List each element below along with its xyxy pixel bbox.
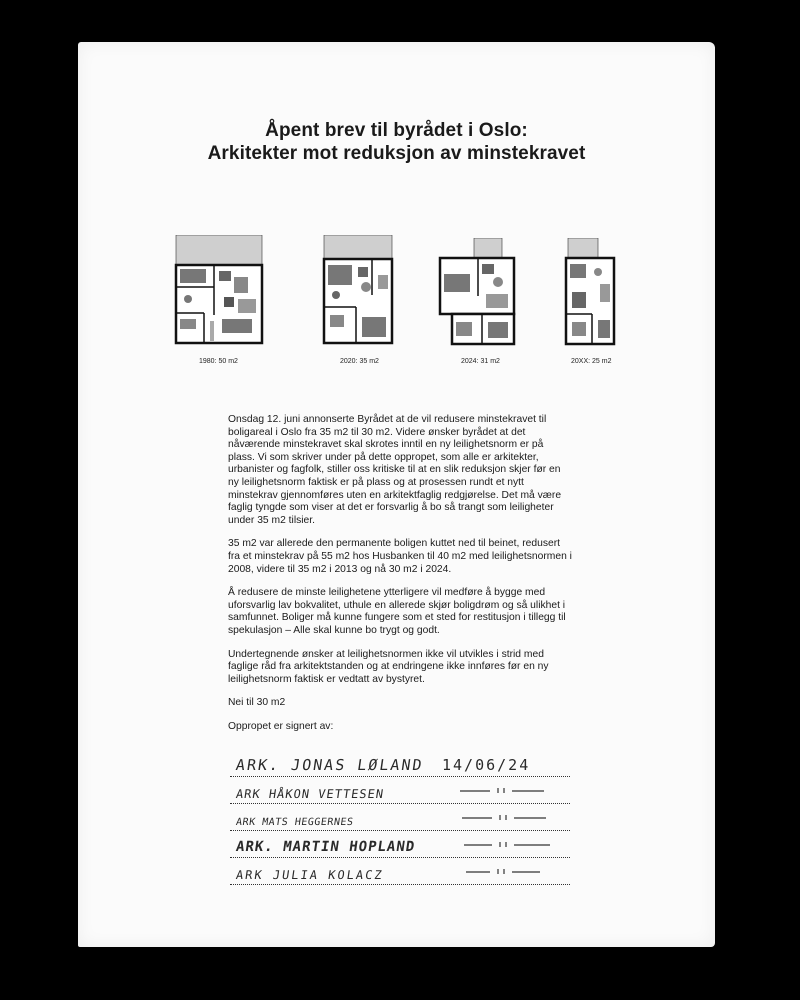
signature-row <box>230 833 570 858</box>
signature-row <box>230 752 570 777</box>
floorplan-label-20xx: 20XX: 25 m2 <box>571 358 612 365</box>
signature-row <box>230 860 570 885</box>
paragraph: Undertegnende ønsker at leilighetsnormen ikke vil utvikles i strid med faglige råd fra arkitektstanden og at endringene ikke innføres før en ny leilighetsnorm faktisk er vedtatt av bystyret. <box>228 648 549 685</box>
signature-name: ARK. JONAS LØLAND <box>234 756 425 774</box>
ditto-mark <box>452 814 552 822</box>
letter-body <box>228 414 573 744</box>
paragraph: 35 m2 var allerede den permanente boligen kuttet ned til beinet, redusert fra et minstekrav på 55 m2 hos Husbanken til 40 m2 med leilighetsnormen i 2008, videre til 35 m2 i 2013 og nå 30 m2 i 2024. <box>228 538 572 575</box>
floorplan-2020 <box>322 235 394 345</box>
floorplan-label-1980: 1980: 50 m2 <box>199 358 238 365</box>
signature-name: ARK MATS HEGGERNES <box>235 817 355 828</box>
letter-title <box>78 119 715 165</box>
signature-date: 14/06/24 <box>442 756 531 774</box>
signature-list <box>230 752 570 887</box>
signature-name: ARK HÅKON VETTESEN <box>235 787 386 801</box>
signatures-heading: Oppropet er signert av: <box>228 720 334 732</box>
title-line-2: Arkitekter mot reduksjon av minstekravet <box>207 143 586 164</box>
floorplan-20xx <box>564 238 616 346</box>
paragraph: Å redusere de minste leilighetene ytterligere vil medføre å bygge med uforsvarlig lav bokvalitet, uthule en allerede skjør boligdrøm og så ulikhet i samfunnet. Boliger må kunne fungere som et sted for restitusjon i tillegg til spekulasjon – Alle skal kunne bo trygt og godt. <box>228 587 566 636</box>
ditto-mark <box>452 787 552 795</box>
floorplan-label-2020: 2020: 35 m2 <box>340 358 379 365</box>
ditto-mark <box>452 868 552 876</box>
ditto-mark <box>452 841 552 849</box>
slogan: Nei til 30 m2 <box>228 697 286 709</box>
signature-name: ARK. MARTIN HOPLAND <box>234 839 417 855</box>
floorplan-label-2024: 2024: 31 m2 <box>461 358 500 365</box>
floorplan-1980 <box>174 235 264 345</box>
letter-page <box>78 42 715 947</box>
title-line-1: Åpent brev til byrådet i Oslo: <box>265 120 528 141</box>
paragraph: Onsdag 12. juni annonserte Byrådet at de vil redusere minstekravet til boligareal i Oslo fra 35 m2 til 30 m2. Videre ønsker byrådet at det nåværende minstekravet skal skrotes inntil en ny leilighetsnorm er på plass. Vi som skriver under på dette oppropet, som alle er arkitekter, urbanister og fagfolk, stiller oss kritiske til at en slik reduksjon skjer før en ny leilighetsnorm faktisk er på plass og at prosessen rundt et nytt minstekrav gjennomføres uten en arkitektfaglig redgjørelse. Det må være faglig tyngde som viser at det er forsvarlig å bo så trangt som leiligheter under 35 m2 tilsier. <box>228 414 562 526</box>
floorplan-2024 <box>438 238 516 346</box>
signature-name: ARK JULIA KOLACZ <box>235 868 385 882</box>
signature-row <box>230 806 570 831</box>
signature-row <box>230 779 570 804</box>
